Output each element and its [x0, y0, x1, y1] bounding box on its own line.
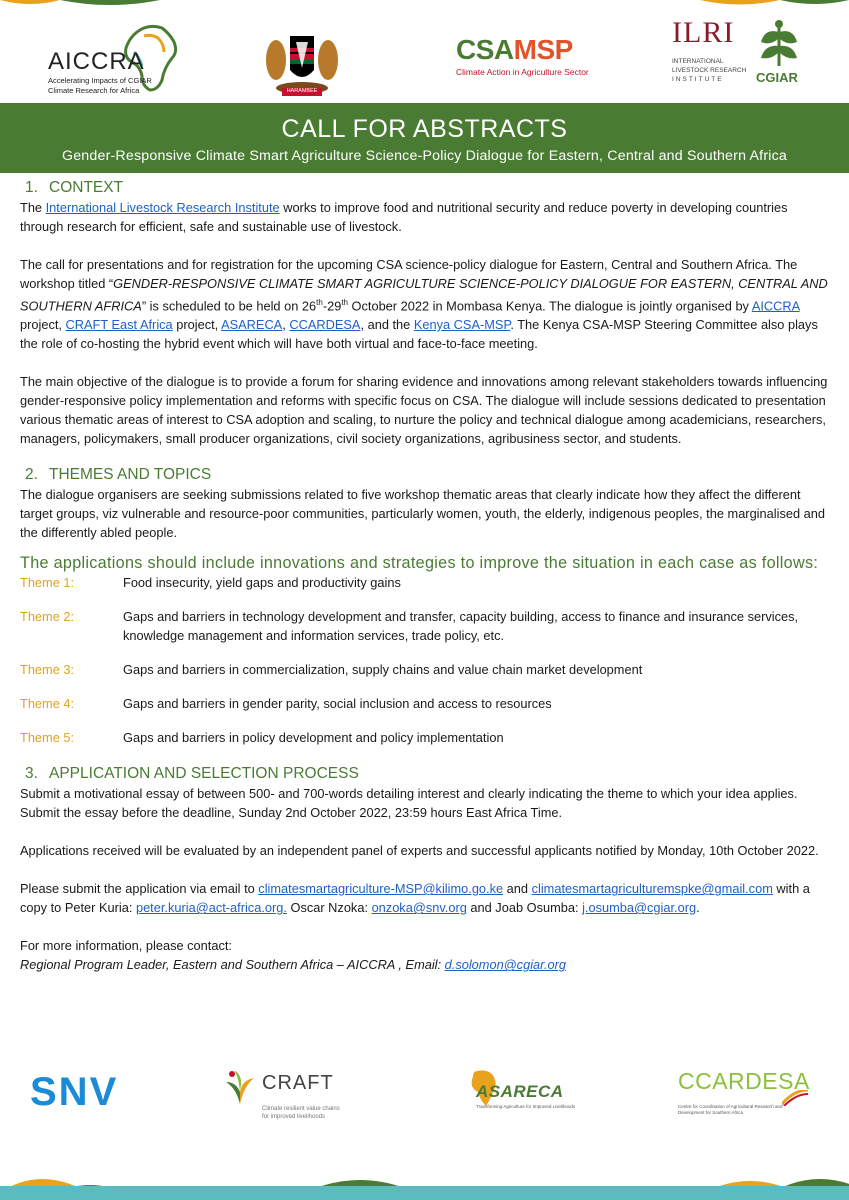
section-heading-application: [25, 764, 830, 784]
theme-label: Theme 1:: [20, 575, 75, 591]
context-paragraph-3: The main objective of the dialogue is to provide a forum for sharing evidence and innovations among relevant stakeholders towards influencing gender-responsive policy implementation and reforms with specific focus on CSA. The dialogue will include sessions dedicated to presentation various thematic areas of interest to CSA adoption and scaling, to nurture the policy and technical dialogue among academicians, researchers, managers, policymakers, small producer organizations, civil society organizations, agribusiness sector, and students.: [20, 374, 828, 447]
craft-tagline-1: Climate resilient value chains: [262, 1106, 340, 1112]
craft-wordmark: CRAFT: [262, 1072, 334, 1094]
ilri-line-1: INTERNATIONAL: [672, 58, 724, 65]
ccardesa-logo: [678, 1068, 808, 1124]
email-link[interactable]: climatesmartagriculturemspke@gmail.com: [531, 881, 773, 897]
cgiar-leaf-icon: [752, 18, 806, 70]
theme-text: Gaps and barriers in policy development and policy implementation: [123, 730, 504, 746]
email-link[interactable]: peter.kuria@act-africa.org.: [135, 900, 287, 916]
theme-label: Theme 5:: [20, 730, 75, 746]
section-heading-context: [25, 178, 830, 198]
page-subtitle: Gender-Responsive Climate Smart Agriculture Science-Policy Dialogue for Eastern, Central and Southern Africa: [61, 148, 787, 164]
section-number: 2.: [25, 466, 38, 484]
context-paragraph-2: The call for presentations and for registration for the upcoming CSA science-policy dialogue for Eastern, Central and Southern Africa. The workshop titled “GENDER-RESPONSIVE CLIMATE SMART AGRICULTURE SCIENCE-POLICY DIALOGUE FOR EASTERN, CENTRAL AND SOUTHERN AFRICA” is scheduled to be held on 26th-29th October 2022 in Mombasa Kenya. The dialogue is jointly organised by AICCRA project, CRAFT East Africa project, ASARECA, CCARDESA, and the Kenya CSA-MSP. The Kenya CSA-MSP Steering Committee also plays the role of co-hosting the hybrid event which will have both virtual and face-to-face meeting.: [20, 257, 828, 352]
section-title: CONTEXT: [49, 179, 124, 196]
ilri-logo: [672, 16, 747, 94]
contact-email-link[interactable]: d.solomon@cgiar.org: [444, 957, 566, 973]
aiccra-tagline-1: Accelerating Impacts of CGIAR: [48, 76, 152, 85]
snv-logo: SNV: [30, 1070, 119, 1114]
themes-intro: The dialogue organisers are seeking submissions related to five workshop thematic areas that clearly indicate how they affect the different target groups, viz vulnerable and resource-poor communities, particularly women, youth, the elderly, indigenous peoples, the marginalised and the differently abled people.: [20, 487, 825, 541]
ilri-line-2: LIVESTOCK RESEARCH: [672, 67, 747, 74]
craft-link[interactable]: CRAFT East Africa: [65, 317, 173, 333]
theme-text: Gaps and barriers in technology development and transfer, capacity building, access to finance and insurance services, knowledge management and information services, trade policy, etc.: [123, 609, 799, 644]
asareca-tagline: Transforming Agriculture for Improved Livelihoods: [476, 1104, 576, 1109]
email-link[interactable]: onzoka@snv.org: [371, 900, 467, 916]
bottom-decorative-band: [0, 1150, 849, 1200]
ilri-link[interactable]: International Livestock Research Institute: [45, 200, 280, 215]
section-title: THEMES AND TOPICS: [49, 466, 212, 484]
asareca-link[interactable]: ASARECA: [221, 317, 283, 333]
theme-label: Theme 2:: [20, 609, 75, 625]
cgiar-wordmark: CGIAR: [756, 70, 798, 85]
csamsp-tagline: Climate Action in Agriculture Sector: [456, 67, 589, 77]
kenya-motto: HARAMBEE: [286, 88, 318, 94]
partner-logos-top: [0, 12, 849, 102]
application-paragraph-2: Applications received will be evaluated by an independent panel of experts and successful applicants notified by Monday, 10th October 2022.: [20, 843, 819, 859]
craft-leaf-icon: [222, 1066, 258, 1106]
theme-item: [20, 573, 830, 592]
contact-line: For more information, please contact:: [20, 938, 232, 954]
theme-item: [20, 694, 830, 713]
theme-text: Gaps and barriers in gender parity, social inclusion and access to resources: [123, 696, 552, 712]
email-link[interactable]: climatesmartagriculture-MSP@kilimo.go.ke: [258, 881, 504, 897]
top-decorative-stripe: [0, 0, 849, 10]
title-banner: [0, 103, 849, 173]
kenya-csa-msp-link[interactable]: Kenya CSA-MSP: [413, 317, 511, 333]
partner-logos-bottom: [0, 1060, 849, 1130]
section-number: 1.: [25, 179, 38, 196]
theme-label: Theme 4:: [20, 696, 75, 712]
ccardesa-wordmark: CCARDESA: [678, 1068, 810, 1094]
context-paragraph-1: The International Livestock Research Institute works to improve food and nutritional security and reduce poverty in developing countries through research for efficient, safe and sustainable use of livestock.: [20, 200, 788, 234]
application-paragraph-3: Please submit the application via email to climatesmartagriculture-MSP@kilimo.go.ke and climatesmartagriculturemspke@gmail.com with a copy to Peter Kuria: peter.kuria@act-africa.org. Oscar Nzoka: onzoka@snv.org and Joab Osumba: j.osumba@cgiar.org.: [20, 881, 810, 916]
csamsp-wordmark-msp: MSP: [513, 34, 573, 65]
ccardesa-tagline: Centre for Coordination of Agricultural Research and Development for Southern Africa: [678, 1104, 783, 1115]
ccardesa-link[interactable]: CCARDESA: [289, 317, 361, 333]
kenya-coat-of-arms-logo: [262, 22, 342, 102]
section-title: APPLICATION AND SELECTION PROCESS: [49, 765, 359, 783]
theme-item: [20, 660, 830, 679]
craft-logo: [222, 1066, 352, 1126]
section-number: 3.: [25, 765, 38, 783]
asareca-wordmark: ASARECA: [476, 1082, 564, 1101]
csamsp-logo: [456, 34, 596, 84]
theme-text: Food insecurity, yield gaps and productivity gains: [123, 575, 401, 591]
theme-item: [20, 728, 830, 747]
ilri-line-3: INSTITUTE: [672, 76, 724, 83]
theme-item: [20, 607, 830, 645]
aiccra-logo: [48, 22, 183, 102]
aiccra-tagline-2: Climate Research for Africa: [48, 86, 140, 95]
aiccra-wordmark: AICCRA: [48, 48, 145, 75]
section-heading-themes: [25, 465, 830, 485]
aiccra-link[interactable]: AICCRA: [751, 298, 800, 314]
craft-tagline-2: for improved livelihoods: [262, 1114, 326, 1120]
application-paragraph-1: Submit a motivational essay of between 500- and 700-words detailing interest and clearly indicating the theme to which your idea applies. Submit the essay before the deadline, Sunday 2nd October 2022, 23:59 hours East Africa Time.: [20, 786, 798, 821]
cgiar-logo: [752, 18, 806, 94]
workshop-title: GENDER-RESPONSIVE CLIMATE SMART AGRICULTURE SCIENCE-POLICY DIALOGUE FOR EASTERN, CENTRAL AND SOUTHERN AFRICA: [20, 276, 828, 314]
document-body: [20, 178, 830, 974]
email-link[interactable]: j.osumba@cgiar.org: [582, 900, 697, 916]
asareca-logo: [468, 1068, 588, 1124]
theme-text: Gaps and barriers in commercialization, supply chains and value chain market development: [123, 662, 643, 678]
themes-lead-text: The applications should include innovations and strategies to improve the situation in each case as follows:: [20, 554, 819, 573]
contact-detail: Regional Program Leader, Eastern and Southern Africa – AICCRA , Email: d.solomon@cgiar.org: [20, 957, 566, 973]
ilri-wordmark: ILRI: [672, 16, 735, 49]
theme-label: Theme 3:: [20, 662, 75, 678]
csamsp-wordmark-csa: CSA: [456, 34, 514, 65]
page-title: CALL FOR ABSTRACTS: [281, 115, 568, 143]
